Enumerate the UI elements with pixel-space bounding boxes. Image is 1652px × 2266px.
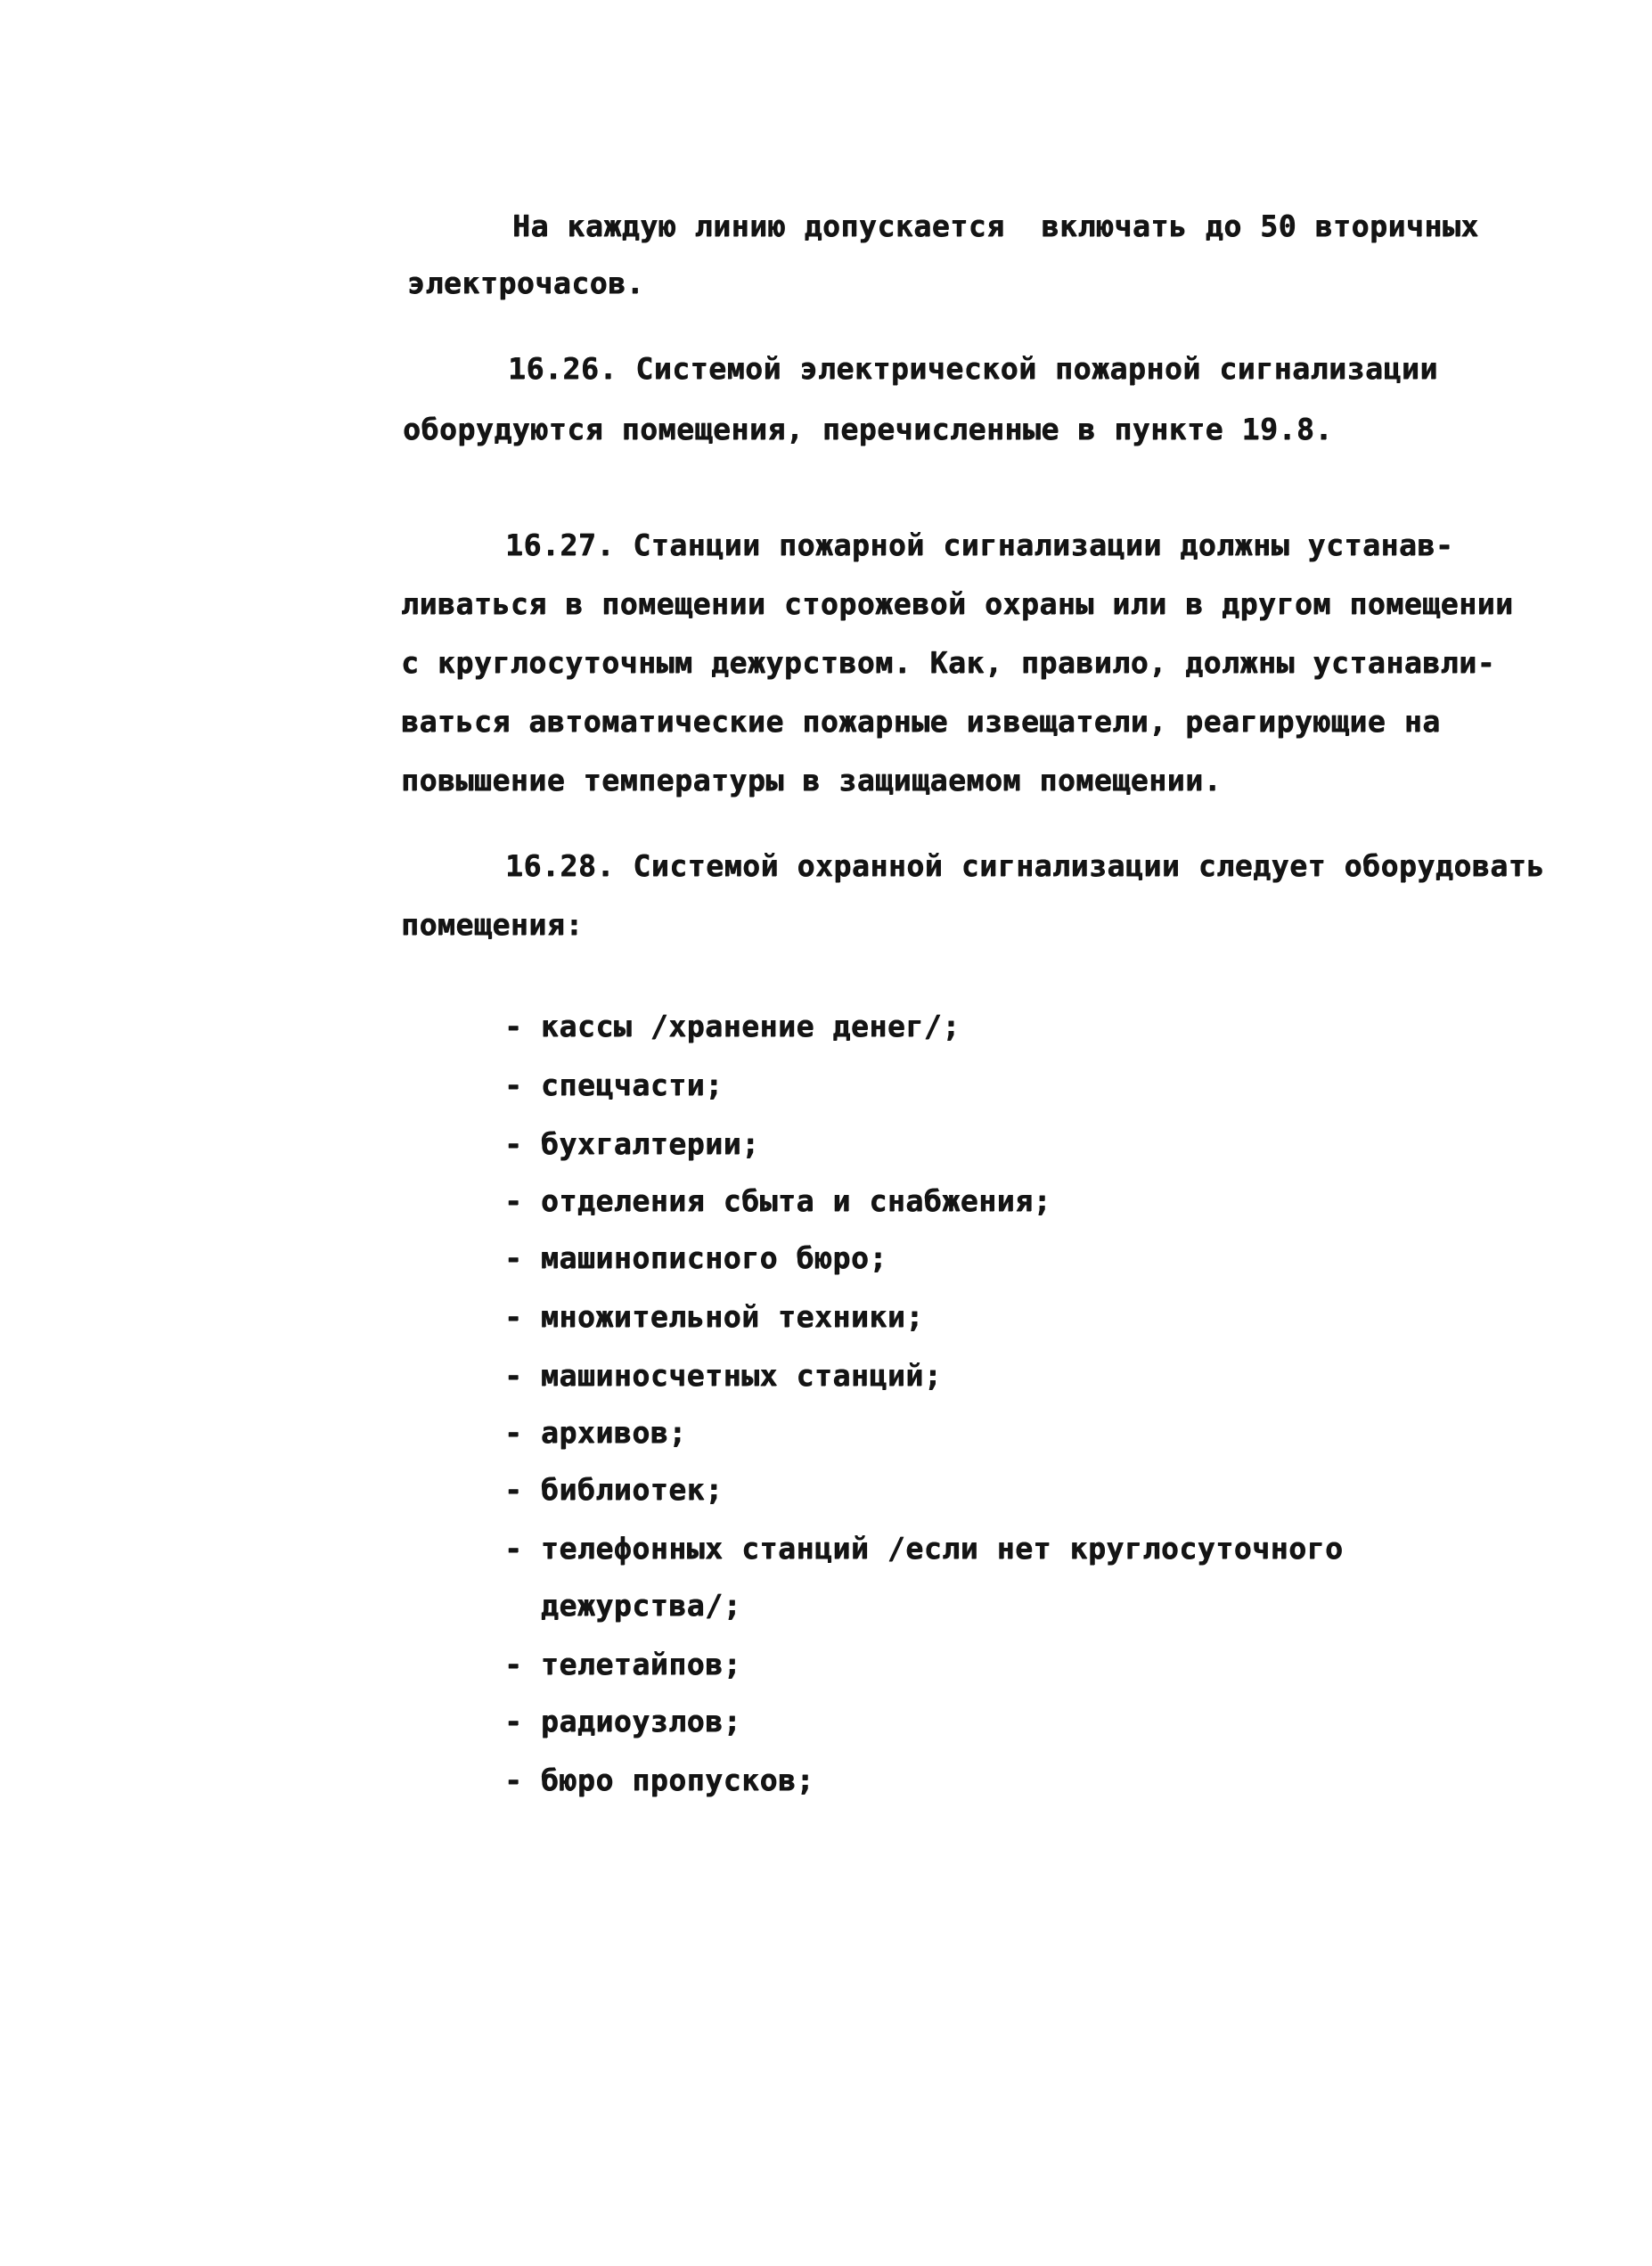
- paragraph-3-line-1: 16.27. Станции пожарной сигнализации должны устанав-: [505, 528, 1454, 562]
- list-item: - машинописного бюро;: [504, 1240, 887, 1275]
- list-item-continuation: дежурства/;: [504, 1588, 742, 1623]
- paragraph-3-line-2: ливаться в помещении сторожевой охраны или в другом помещении: [401, 586, 1514, 621]
- paragraph-2-line-1: 16.26. Системой электрической пожарной сигнализации: [508, 351, 1438, 386]
- paragraph-1-line-1: На каждую линию допускается включать до 50 вторичных: [512, 209, 1479, 243]
- list-item: - архивов;: [504, 1415, 687, 1450]
- list-item: - телефонных станций /если нет круглосуточного: [504, 1531, 1344, 1566]
- paragraph-3-line-3: с круглосуточным дежурством. Как, правило, должны устанавли-: [401, 645, 1496, 680]
- list-item: - спецчасти;: [504, 1068, 724, 1102]
- paragraph-4-line-2: помещения:: [401, 907, 584, 942]
- list-item: - библиотек;: [504, 1472, 724, 1507]
- paragraph-4-line-1: 16.28. Системой охранной сигнализации следует оборудовать: [505, 848, 1545, 883]
- list-item: - радиоузлов;: [504, 1704, 742, 1738]
- paragraph-3-line-5: повышение температуры в защищаемом помещении.: [401, 763, 1223, 798]
- paragraph-3-line-4: ваться автоматические пожарные извещатели, реагирующие на: [401, 704, 1441, 739]
- list-item: - кассы /хранение денег/;: [504, 1009, 961, 1043]
- list-item: - бухгалтерии;: [504, 1126, 760, 1161]
- list-item: - телетайпов;: [504, 1647, 742, 1681]
- paragraph-1-line-2: электрочасов.: [407, 266, 645, 300]
- list-item: - машиносчетных станций;: [504, 1358, 943, 1393]
- paragraph-2-line-2: оборудуются помещения, перечисленные в пункте 19.8.: [403, 412, 1333, 446]
- list-item: - отделения сбыта и снабжения;: [504, 1183, 1052, 1218]
- list-item: - бюро пропусков;: [504, 1763, 814, 1797]
- list-item: - множительной техники;: [504, 1299, 924, 1334]
